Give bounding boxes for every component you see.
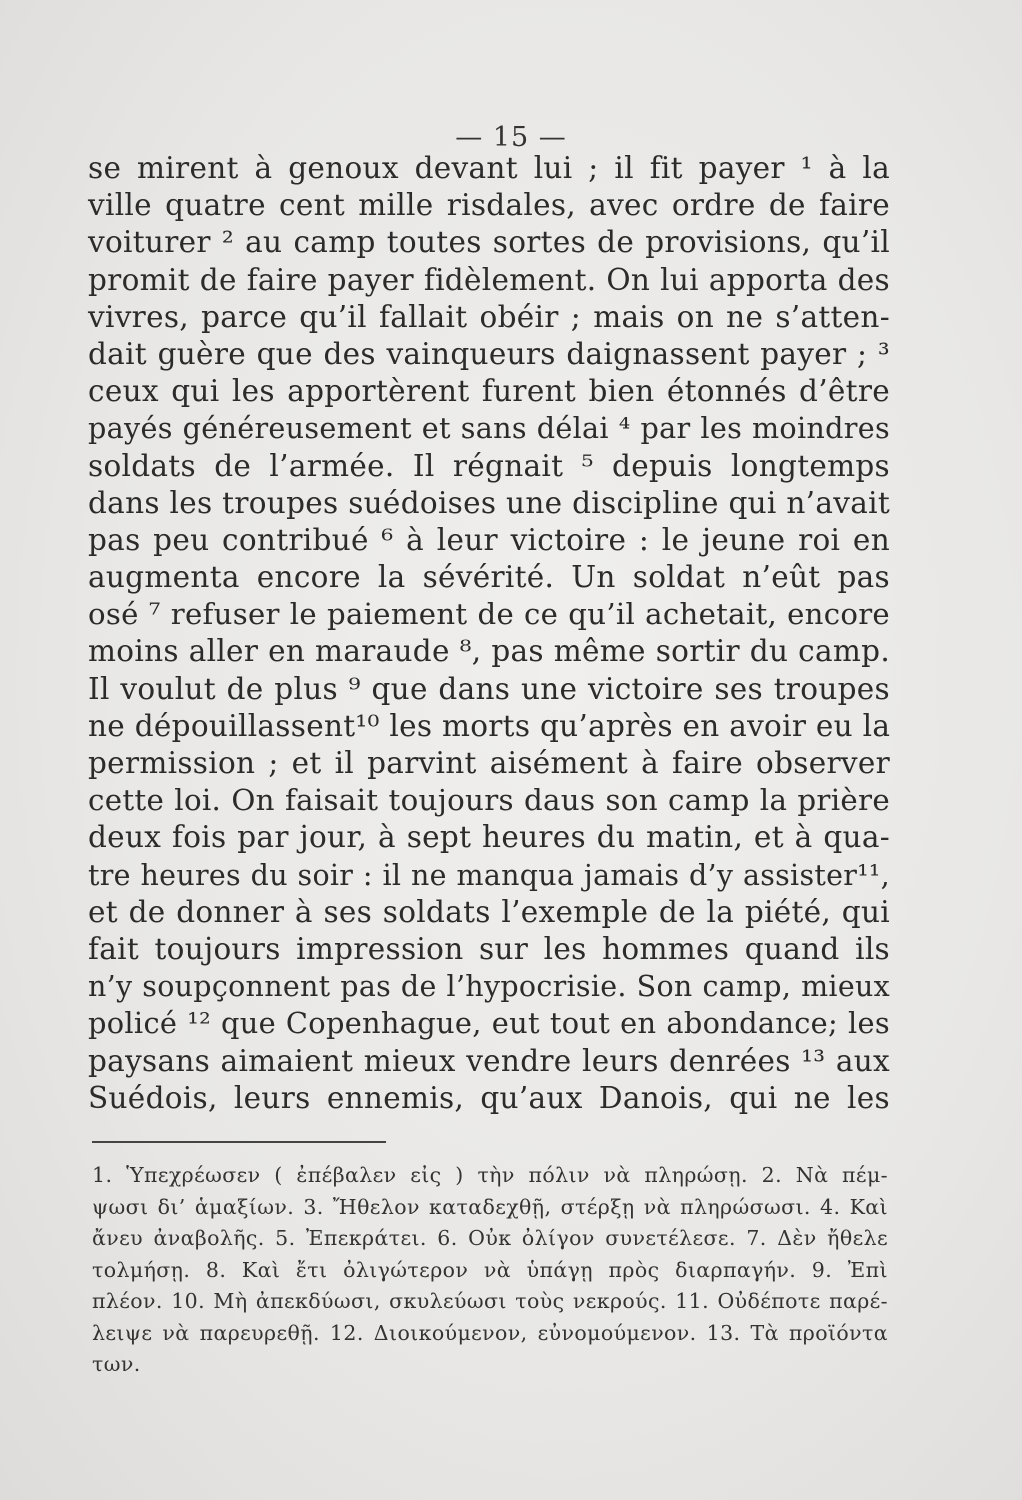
text-line: permission ; et il parvint aisément à faire observer [88, 746, 890, 780]
text-line: ville quatre cent mille risdales, avec ordre de faire [88, 188, 890, 223]
text-line: ceux qui les apportèrent furent bien étonnés d’être [88, 374, 890, 409]
text-line: deux fois par jour, à sept heures du matin, et à qua- [88, 820, 890, 855]
text-line: policé ¹² que Copenhague, eut tout en abondance; les [88, 1006, 890, 1041]
text-line: dans les troupes suédoises une discipline qui n’avait [88, 485, 890, 520]
text-line: voiturer ² au camp toutes sortes de provisions, qu’il [88, 225, 890, 260]
footnote-line: λειψε νὰ παρευρεθῇ. 12. Διοικούμενον, εὐνομούμενον. 13. Τὰ προϊόντα [92, 1320, 888, 1345]
main-text [88, 150, 890, 1117]
text-line: promit de faire payer fidèlement. On lui apporta des [88, 262, 890, 297]
text-line: soldats de l’armée. Il régnait ⁵ depuis longtemps [88, 448, 890, 483]
text-line: et de donner à ses soldats l’exemple de la piété, qui [88, 894, 890, 929]
text-line: tre heures du soir : il ne manqua jamais d’y assister¹¹, [88, 858, 890, 892]
text-line: osé ⁷ refuser le paiement de ce qu’il achetait, encore [88, 597, 890, 632]
footnote-line: πλέον. 10. Μὴ ἀπεκδύωσι, σκυλεύωσι τοὺς νεκρούς. 11. Οὐδέποτε παρέ- [92, 1289, 888, 1313]
text-line: n’y soupçonnent pas de l’hypocrisie. Son camp, mieux [88, 970, 890, 1004]
footnote-line: ἄνευ ἀναβολῆς. 5. Ἐπεκράτει. 6. Οὐκ ὀλίγον συνετέλεσε. 7. Δὲν ἤθελε [92, 1226, 888, 1250]
text-line: se mirent à genoux devant lui ; il fit payer ¹ à la [88, 151, 890, 185]
text-line: Suédois, leurs ennemis, qu’aux Danois, qui ne les [88, 1080, 890, 1115]
page-number: — 15 — [455, 122, 567, 153]
text-line: Il voulut de plus ⁹ que dans une victoire ses troupes [88, 671, 890, 706]
text-line: dait guère que des vainqueurs daignassent payer ; ³ [88, 336, 890, 371]
text-line: vivres, parce qu’il fallait obéir ; mais on ne s’atten- [88, 299, 890, 334]
footnote-line: ψωσι δι’ ἁμαξίων. 3. Ἤθελον καταδεχθῇ, στέρξῃ νὰ πληρώσωσι. 4. Καὶ [92, 1194, 888, 1219]
text-line: paysans aimaient mieux vendre leurs denrées ¹³ aux [88, 1043, 890, 1078]
footnote-line: 1. Ὑπεχρέωσεν ( ἐπέβαλεν εἰς ) τὴν πόλιν νὰ πληρώσῃ. 2. Νὰ πέμ- [92, 1163, 888, 1187]
text-line: fait toujours impression sur les hommes quand ils [88, 931, 890, 966]
footnotes [92, 1160, 888, 1381]
text-line: cette loi. On faisait toujours daus son camp la prière [88, 783, 890, 818]
text-line: payés généreusement et sans délai ⁴ par les moindres [88, 411, 890, 446]
footnote-divider [92, 1141, 386, 1143]
text-line: pas peu contribué ⁶ à leur victoire : le jeune roi en [88, 522, 890, 557]
footnote-line: τολμήσῃ. 8. Καὶ ἔτι ὀλιγώτερον νὰ ὑπάγῃ πρὸς διαρπαγήν. 9. Ἐπὶ [92, 1257, 888, 1282]
text-line: ne dépouillassent¹⁰ les morts qu’après en avoir eu la [88, 708, 891, 743]
text-line: augmenta encore la sévérité. Un soldat n’eût pas [88, 560, 890, 595]
footnote-line: των. [92, 1352, 141, 1376]
text-line: moins aller en maraude ⁸, pas même sortir du camp. [88, 634, 890, 669]
